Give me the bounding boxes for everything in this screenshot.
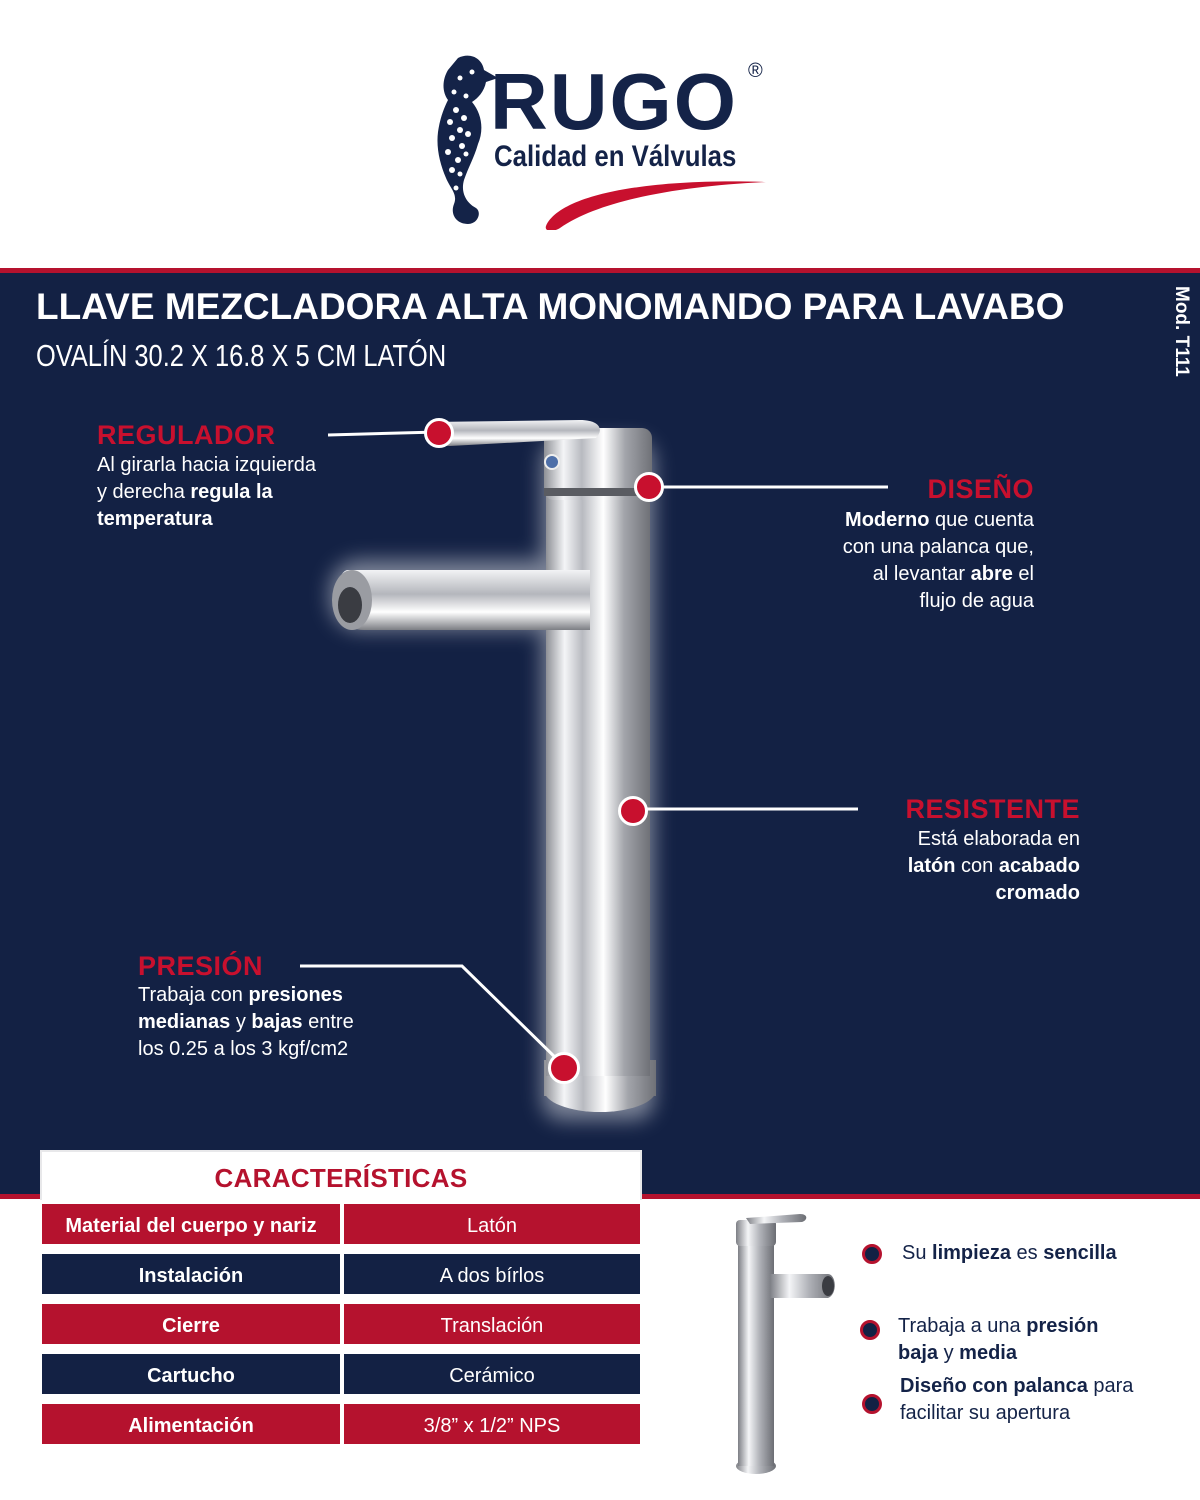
product-title: LLAVE MEZCLADORA ALTA MONOMANDO PARA LAVABO (36, 286, 1065, 327)
presion-title: PRESIÓN (138, 951, 264, 981)
table-row (40, 1202, 642, 1246)
spec-key: Cierre (40, 1302, 342, 1346)
resistente-text: Está elaborada en latón con acabado cromado (907, 828, 1080, 904)
diseno-marker-icon (634, 472, 664, 502)
table-row (40, 1402, 642, 1446)
bullet-presion: Trabaja a una presión baja y media (898, 1315, 1099, 1364)
bullet-dot-icon (860, 1320, 880, 1340)
faucet-thumbnail-image (720, 1208, 850, 1480)
table-row (40, 1302, 642, 1346)
resistente-marker-icon (618, 796, 648, 826)
presion-text: Trabaja con presiones medianas y bajas entre los 0.25 a los 3 kgf/cm2 (138, 984, 354, 1060)
spec-value: Cerámico (342, 1352, 642, 1396)
seahorse-logo-icon (420, 48, 500, 238)
red-swoosh-icon (540, 176, 770, 230)
spec-value: Translación (342, 1302, 642, 1346)
spec-key: Material del cuerpo y nariz (40, 1202, 342, 1246)
brand-tagline: Calidad en Válvulas (494, 140, 737, 173)
diseno-text: Moderno que cuenta con una palanca que, al levantar abre el flujo de agua (842, 509, 1034, 612)
regulador-title: REGULADOR (97, 420, 276, 450)
regulador-marker-icon (424, 418, 454, 448)
presion-marker-icon (548, 1052, 580, 1084)
regulador-text: Al girarla hacia izquierda y derecha regula la temperatura (97, 454, 317, 530)
spec-value: A dos bírlos (342, 1252, 642, 1296)
spec-key: Instalación (40, 1252, 342, 1296)
bullet-limpieza: Su limpieza es sencilla (902, 1242, 1117, 1264)
bullet-dot-icon (862, 1394, 882, 1414)
resistente-title: RESISTENTE (905, 794, 1080, 824)
specs-heading: CARACTERÍSTICAS (40, 1150, 642, 1200)
table-row (40, 1252, 642, 1296)
registered-mark: ® (748, 60, 763, 82)
spec-value: Latón (342, 1202, 642, 1246)
spec-value: 3/8” x 1/2” NPS (342, 1402, 642, 1446)
spec-key: Cartucho (40, 1352, 342, 1396)
spec-key: Alimentación (40, 1402, 342, 1446)
bullet-dot-icon (862, 1244, 882, 1264)
table-row (40, 1352, 642, 1396)
product-subtitle: OVALÍN 30.2 X 16.8 X 5 CM LATÓN (36, 338, 447, 373)
model-number: Mod. T111 (1171, 286, 1192, 377)
bullet-diseno: Diseño con palanca para facilitar su apertura (900, 1375, 1134, 1424)
diseno-title: DISEÑO (927, 474, 1034, 504)
brand-name: RUGO (490, 57, 738, 146)
